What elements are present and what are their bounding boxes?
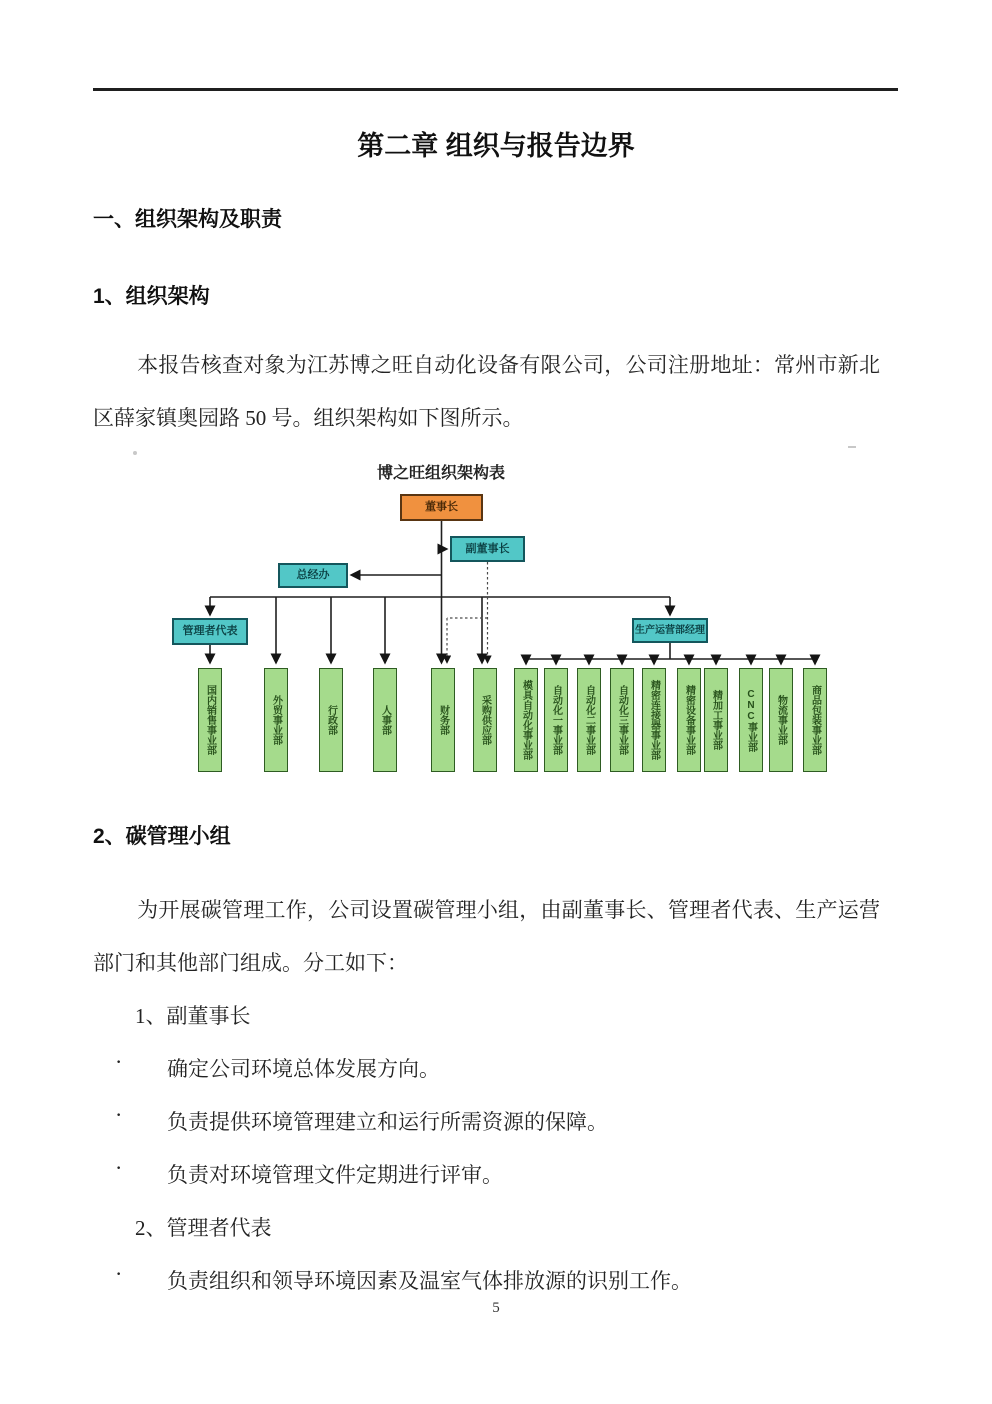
org-dept-procurement: 采购供应部 [473, 668, 497, 772]
bullet-icon: · [115, 1049, 123, 1074]
org-node-chairman: 董事长 [400, 494, 483, 521]
org-dept-hr: 人事部 [373, 668, 397, 772]
list-item [0, 1155, 900, 1189]
org-dept-automation-1: 自动化一事业部 [544, 668, 568, 772]
org-dept-product-packaging: 商品包装事业部 [803, 668, 827, 772]
list-item-text: 确定公司环境总体发展方向。 [167, 1057, 440, 1081]
bullet-icon: · [115, 1261, 123, 1286]
org-dept-automation-3: 自动化三事业部 [610, 668, 634, 772]
org-dept-logistics: 物流事业部 [769, 668, 793, 772]
subsection-heading-carbon-team: 2、碳管理小组 [93, 825, 231, 848]
list-item [0, 1212, 900, 1242]
list-item [0, 1049, 900, 1083]
org-node-vice-chairman: 副董事长 [450, 536, 525, 562]
subsection-heading-structure: 1、组织架构 [93, 285, 210, 308]
org-node-operations-manager: 生产运营部经理 [632, 618, 708, 643]
list-item-text: 负责组织和领导环境因素及温室气体排放源的识别工作。 [167, 1269, 692, 1293]
list-item [0, 1261, 900, 1295]
section-heading-organization: 一、组织架构及职责 [93, 208, 282, 231]
org-dept-automation-2: 自动化二事业部 [577, 668, 601, 772]
list-item [0, 1000, 900, 1030]
org-dept-precision-machining: 精加工事业部 [704, 668, 728, 772]
bullet-icon: · [115, 1155, 123, 1180]
org-dept-precision-connector: 精密连接器事业部 [642, 668, 666, 772]
org-dept-precision-equipment: 精密设备事业部 [677, 668, 701, 772]
paragraph-carbon-team: 为开展碳管理工作，公司设置碳管理小组，由副董事长、管理者代表、生产运营部门和其他部门组成。分工如下： [93, 898, 880, 975]
list-item-label: 1、副董事长 [135, 1004, 251, 1028]
org-chart-figure [130, 448, 870, 793]
bullet-icon: · [115, 1102, 123, 1127]
org-dept-finance: 财务部 [431, 668, 455, 772]
list-item [0, 1102, 900, 1136]
org-dept-cnc: CNC事业部 [739, 668, 763, 772]
list-item-text: 负责对环境管理文件定期进行评审。 [167, 1163, 503, 1187]
paragraph-company-intro: 本报告核查对象为江苏博之旺自动化设备有限公司，公司注册地址：常州市新北区薛家镇奥园路 50 号。组织架构如下图所示。 [93, 353, 880, 430]
org-dept-mold-automation: 模具自动化事业部 [514, 668, 538, 772]
org-chart-title: 博之旺组织架构表 [376, 465, 505, 482]
list-item-text: 负责提供环境管理建立和运行所需资源的保障。 [167, 1110, 608, 1134]
scan-artifact [848, 446, 856, 448]
org-dept-administration: 行政部 [319, 668, 343, 772]
chapter-title: 第二章 组织与报告边界 [357, 131, 635, 161]
org-node-management-rep: 管理者代表 [172, 618, 248, 645]
page-number: 5 [492, 1300, 500, 1316]
org-dept-domestic-sales: 国内销售事业部 [198, 668, 222, 772]
org-dept-foreign-trade: 外贸事业部 [264, 668, 288, 772]
header-rule [93, 88, 898, 91]
org-node-general-office: 总经办 [278, 563, 348, 588]
scan-artifact [133, 451, 137, 455]
list-item-label: 2、管理者代表 [135, 1216, 272, 1240]
